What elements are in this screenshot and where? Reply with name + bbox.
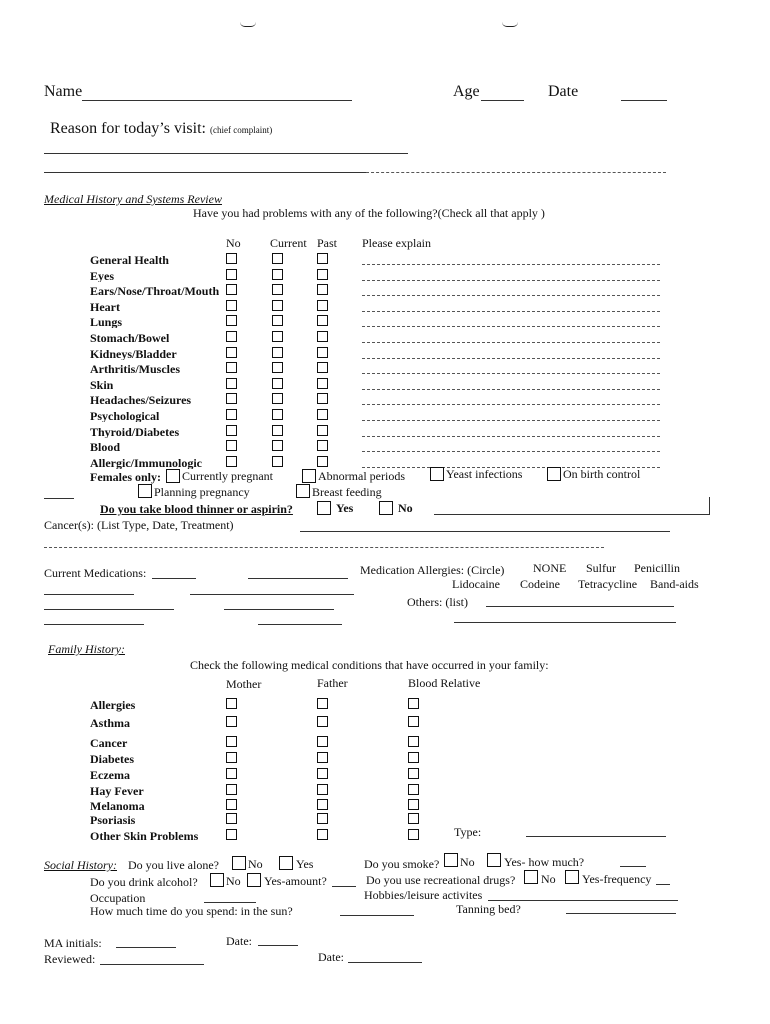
footer-date1-label: Date:	[226, 934, 252, 948]
kidneys-bladder-no-checkbox[interactable]	[226, 347, 237, 358]
blood-current-checkbox[interactable]	[272, 440, 283, 451]
abnormal-checkbox[interactable]	[302, 469, 316, 483]
meds-line-2[interactable]	[44, 594, 134, 595]
allergy-codeine[interactable]: Codeine	[520, 577, 560, 591]
arthritis-muscles-past-checkbox[interactable]	[317, 362, 328, 373]
medical-item-stomach-bowel: Stomach/Bowel	[90, 332, 170, 344]
ma-initials-line[interactable]	[116, 947, 176, 948]
planning-label: Planning pregnancy	[154, 485, 250, 499]
reason-line-1[interactable]	[44, 153, 408, 154]
medical-item-headaches-seizures: Headaches/Seizures	[90, 394, 192, 406]
smoke-no-checkbox[interactable]	[444, 853, 458, 867]
medical-item-eyes: Eyes	[90, 270, 114, 282]
general-health-current-checkbox[interactable]	[272, 253, 283, 264]
medical-item-blood: Blood	[90, 441, 121, 453]
hay-fever-father-checkbox[interactable]	[317, 784, 328, 795]
psychological-explain-line[interactable]	[362, 420, 660, 421]
allergy-sulfur[interactable]: Sulfur	[586, 561, 616, 575]
others-label: Others: (list)	[407, 595, 468, 609]
col-past: Past	[317, 236, 338, 250]
occupation-label: Occupation	[90, 891, 146, 905]
drugs-label: Do you use recreational drugs?	[366, 873, 516, 887]
diabetes-mother-checkbox[interactable]	[226, 752, 237, 763]
melanoma-relative-checkbox[interactable]	[408, 799, 419, 810]
smoke-label: Do you smoke?	[364, 857, 440, 871]
abnormal-label: Abnormal periods	[318, 469, 405, 483]
diabetes-father-checkbox[interactable]	[317, 752, 328, 763]
yeast-label: Yeast infections	[446, 467, 523, 481]
thinner-no-label: No	[398, 501, 413, 515]
blood-explain-line[interactable]	[362, 451, 660, 452]
reason-line-2b[interactable]	[366, 172, 666, 173]
drugs-no-checkbox[interactable]	[524, 870, 538, 884]
meds-line-1b[interactable]	[248, 578, 348, 579]
breast-feeding-checkbox[interactable]	[296, 484, 310, 498]
kidneys-bladder-current-checkbox[interactable]	[272, 347, 283, 358]
meds-line-4[interactable]	[44, 624, 144, 625]
age-label: Age	[453, 83, 480, 100]
medical-section-title: Medical History and Systems Review	[44, 192, 222, 206]
allergies-relative-checkbox[interactable]	[408, 698, 419, 709]
melanoma-father-checkbox[interactable]	[317, 799, 328, 810]
heart-explain-line[interactable]	[362, 311, 660, 312]
general-health-explain-line[interactable]	[362, 264, 660, 265]
thyroid-diabetes-past-checkbox[interactable]	[317, 425, 328, 436]
birth-control-checkbox[interactable]	[547, 467, 561, 481]
kidneys-bladder-explain-line[interactable]	[362, 358, 660, 359]
skin-explain-line[interactable]	[362, 389, 660, 390]
asthma-relative-checkbox[interactable]	[408, 716, 419, 727]
scan-mark-right	[502, 22, 518, 27]
family-item-asthma: Asthma	[90, 716, 131, 730]
medical-item-arthritis-muscles: Arthritis/Muscles	[90, 363, 180, 375]
eyes-explain-line[interactable]	[362, 280, 660, 281]
asthma-mother-checkbox[interactable]	[226, 716, 237, 727]
family-item-psoriasis: Psoriasis	[90, 813, 136, 827]
drugs-no: No	[541, 872, 556, 886]
cancer-label: Cancer(s): (List Type, Date, Treatment)	[44, 518, 234, 532]
tanning-label: Tanning bed?	[456, 902, 521, 916]
family-item-allergies: Allergies	[90, 698, 136, 712]
arthritis-muscles-no-checkbox[interactable]	[226, 362, 237, 373]
other-skin-problems-father-checkbox[interactable]	[317, 829, 328, 840]
reason-label: Reason for today’s visit: (chief complaint)	[50, 120, 273, 137]
hay-fever-relative-checkbox[interactable]	[408, 784, 419, 795]
hobbies-label: Hobbies/leisure activites	[364, 888, 483, 902]
hobbies-line[interactable]	[488, 900, 678, 901]
psychological-no-checkbox[interactable]	[226, 409, 237, 420]
med-allergies-label: Medication Allergies: (Circle)	[360, 563, 505, 577]
cancer-mother-checkbox[interactable]	[226, 736, 237, 747]
psychological-past-checkbox[interactable]	[317, 409, 328, 420]
thinner-line-end	[709, 497, 710, 514]
headaches-seizures-past-checkbox[interactable]	[317, 393, 328, 404]
meds-line-3[interactable]	[44, 609, 174, 610]
drugs-line[interactable]	[656, 884, 670, 885]
drugs-yes: Yes-frequency	[582, 872, 652, 886]
allergy-tetracycline[interactable]: Tetracycline	[578, 577, 638, 591]
live-alone-label: Do you live alone?	[128, 858, 219, 872]
family-instruction: Check the following medical conditions that have occurred in your family:	[190, 658, 549, 672]
col-current: Current	[270, 236, 307, 250]
melanoma-mother-checkbox[interactable]	[226, 799, 237, 810]
yeast-checkbox[interactable]	[430, 467, 444, 481]
blood-past-checkbox[interactable]	[317, 440, 328, 451]
current-meds-label: Current Medications:	[44, 566, 147, 580]
allergies-father-checkbox[interactable]	[317, 698, 328, 709]
family-item-eczema: Eczema	[90, 768, 130, 782]
medical-item-heart: Heart	[90, 301, 120, 313]
cancer-father-checkbox[interactable]	[317, 736, 328, 747]
name-label: Name	[44, 83, 83, 100]
allergy-none[interactable]: NONE	[533, 561, 567, 575]
pregnant-checkbox[interactable]	[166, 469, 180, 483]
age-field[interactable]	[481, 100, 524, 101]
thinner-no-checkbox[interactable]	[379, 501, 393, 515]
medical-item-ears-nose-throat-mouth: Ears/Nose/Throat/Mouth	[90, 285, 220, 297]
alcohol-line[interactable]	[332, 886, 356, 887]
headaches-seizures-no-checkbox[interactable]	[226, 393, 237, 404]
medical-item-lungs: Lungs	[90, 316, 123, 328]
birth-control-label: On birth control	[563, 467, 641, 481]
reason-hint: (chief complaint)	[209, 125, 273, 135]
thyroid-diabetes-explain-line[interactable]	[362, 436, 660, 437]
footer-date2-line[interactable]	[348, 962, 422, 963]
pregnant-label: Currently pregnant	[182, 469, 273, 483]
footer-date1-line[interactable]	[258, 945, 298, 946]
col-mother: Mother	[226, 677, 262, 691]
allergic-immunologic-current-checkbox[interactable]	[272, 456, 283, 467]
arthritis-muscles-explain-line[interactable]	[362, 373, 660, 374]
eyes-no-checkbox[interactable]	[226, 269, 237, 280]
smoke-yes: Yes- how much?	[504, 855, 585, 869]
occupation-line[interactable]	[204, 902, 256, 903]
alcohol-label: Do you drink alcohol?	[90, 875, 198, 889]
other-skin-problems-mother-checkbox[interactable]	[226, 829, 237, 840]
stomach-bowel-no-checkbox[interactable]	[226, 331, 237, 342]
social-section-title: Social History:	[44, 858, 117, 872]
thinner-yes-label: Yes	[336, 501, 354, 515]
live-alone-no-checkbox[interactable]	[232, 856, 246, 870]
psoriasis-father-checkbox[interactable]	[317, 813, 328, 824]
medical-item-thyroid-diabetes: Thyroid/Diabetes	[90, 426, 180, 438]
tanning-line[interactable]	[566, 913, 676, 914]
allergies-mother-checkbox[interactable]	[226, 698, 237, 709]
live-alone-yes-checkbox[interactable]	[279, 856, 293, 870]
others-line-2[interactable]	[454, 622, 676, 623]
medical-item-kidneys-bladder: Kidneys/Bladder	[90, 348, 177, 360]
thyroid-diabetes-no-checkbox[interactable]	[226, 425, 237, 436]
family-item-melanoma: Melanoma	[90, 799, 145, 813]
medical-instruction: Have you had problems with any of the following?(Check all that apply )	[193, 206, 545, 220]
lungs-current-checkbox[interactable]	[272, 315, 283, 326]
eyes-past-checkbox[interactable]	[317, 269, 328, 280]
eczema-relative-checkbox[interactable]	[408, 768, 419, 779]
sun-label: How much time do you spend: in the sun?	[90, 904, 293, 918]
live-alone-yes: Yes	[296, 857, 314, 871]
asthma-father-checkbox[interactable]	[317, 716, 328, 727]
col-explain: Please explain	[362, 236, 431, 250]
alcohol-yes: Yes-amount?	[264, 874, 327, 888]
females-line[interactable]	[44, 498, 74, 499]
thyroid-diabetes-current-checkbox[interactable]	[272, 425, 283, 436]
psoriasis-relative-checkbox[interactable]	[408, 813, 419, 824]
eczema-mother-checkbox[interactable]	[226, 768, 237, 779]
psychological-current-checkbox[interactable]	[272, 409, 283, 420]
diabetes-relative-checkbox[interactable]	[408, 752, 419, 763]
medical-item-psychological: Psychological	[90, 410, 160, 422]
allergic-immunologic-past-checkbox[interactable]	[317, 456, 328, 467]
eyes-current-checkbox[interactable]	[272, 269, 283, 280]
medical-item-general-health: General Health	[90, 254, 169, 266]
footer-date2-label: Date:	[318, 950, 344, 964]
alcohol-yes-checkbox[interactable]	[247, 873, 261, 887]
ears-nose-throat-mouth-explain-line[interactable]	[362, 295, 660, 296]
planning-checkbox[interactable]	[138, 484, 152, 498]
hay-fever-mother-checkbox[interactable]	[226, 784, 237, 795]
general-health-no-checkbox[interactable]	[226, 253, 237, 264]
stomach-bowel-past-checkbox[interactable]	[317, 331, 328, 342]
name-field[interactable]	[82, 100, 352, 101]
type-line[interactable]	[526, 836, 666, 837]
females-label: Females only:	[90, 470, 161, 484]
date-label: Date	[548, 83, 579, 100]
ears-nose-throat-mouth-no-checkbox[interactable]	[226, 284, 237, 295]
reason-line-2[interactable]	[44, 172, 366, 173]
headaches-seizures-explain-line[interactable]	[362, 404, 660, 405]
meds-line-4b[interactable]	[258, 624, 342, 625]
family-item-hay-fever: Hay Fever	[90, 784, 144, 798]
family-item-diabetes: Diabetes	[90, 752, 134, 766]
heart-past-checkbox[interactable]	[317, 300, 328, 311]
smoke-no: No	[460, 855, 475, 869]
medical-item-skin: Skin	[90, 379, 114, 391]
alcohol-no-checkbox[interactable]	[210, 873, 224, 887]
psoriasis-mother-checkbox[interactable]	[226, 813, 237, 824]
family-section-title: Family History:	[48, 642, 125, 656]
family-item-other-skin-problems: Other Skin Problems	[90, 829, 199, 843]
allergy-lidocaine[interactable]: Lidocaine	[452, 577, 500, 591]
lungs-explain-line[interactable]	[362, 326, 660, 327]
smoke-line[interactable]	[620, 866, 646, 867]
allergic-immunologic-no-checkbox[interactable]	[226, 456, 237, 467]
ma-initials-label: MA initials:	[44, 936, 102, 950]
ears-nose-throat-mouth-current-checkbox[interactable]	[272, 284, 283, 295]
scan-mark-left	[240, 22, 256, 27]
heart-no-checkbox[interactable]	[226, 300, 237, 311]
blood-no-checkbox[interactable]	[226, 440, 237, 451]
skin-past-checkbox[interactable]	[317, 378, 328, 389]
meds-line-1[interactable]	[152, 578, 196, 579]
smoke-yes-checkbox[interactable]	[487, 853, 501, 867]
cancer-line-2[interactable]	[44, 547, 604, 548]
lungs-past-checkbox[interactable]	[317, 315, 328, 326]
live-alone-no: No	[248, 857, 263, 871]
col-relative: Blood Relative	[408, 676, 481, 690]
eczema-father-checkbox[interactable]	[317, 768, 328, 779]
drugs-yes-checkbox[interactable]	[565, 870, 579, 884]
kidneys-bladder-past-checkbox[interactable]	[317, 347, 328, 358]
skin-no-checkbox[interactable]	[226, 378, 237, 389]
thinner-line[interactable]	[434, 514, 710, 515]
lungs-no-checkbox[interactable]	[226, 315, 237, 326]
date-field[interactable]	[621, 100, 667, 101]
reviewed-line[interactable]	[100, 964, 204, 965]
type-label: Type:	[454, 825, 482, 839]
meds-line-3b[interactable]	[224, 609, 334, 610]
col-no: No	[226, 236, 241, 250]
others-line-1[interactable]	[486, 606, 674, 607]
sun-line[interactable]	[340, 915, 414, 916]
alcohol-no: No	[226, 874, 241, 888]
meds-line-2b[interactable]	[190, 594, 354, 595]
thinner-yes-checkbox[interactable]	[317, 501, 331, 515]
medical-item-allergic-immunologic: Allergic/Immunologic	[90, 457, 202, 469]
blood-thinner-question: Do you take blood thinner or aspirin?	[100, 502, 293, 516]
general-health-past-checkbox[interactable]	[317, 253, 328, 264]
col-father: Father	[317, 676, 348, 690]
reviewed-label: Reviewed:	[44, 952, 96, 966]
family-item-cancer: Cancer	[90, 736, 128, 750]
allergy-penicillin[interactable]: Penicillin	[634, 561, 680, 575]
skin-current-checkbox[interactable]	[272, 378, 283, 389]
stomach-bowel-explain-line[interactable]	[362, 342, 660, 343]
heart-current-checkbox[interactable]	[272, 300, 283, 311]
ears-nose-throat-mouth-past-checkbox[interactable]	[317, 284, 328, 295]
allergy-bandaids[interactable]: Band-aids	[650, 577, 699, 591]
arthritis-muscles-current-checkbox[interactable]	[272, 362, 283, 373]
cancer-relative-checkbox[interactable]	[408, 736, 419, 747]
stomach-bowel-current-checkbox[interactable]	[272, 331, 283, 342]
cancer-line-1[interactable]	[300, 531, 670, 532]
breast-feeding-label: Breast feeding	[312, 485, 382, 499]
other-skin-problems-relative-checkbox[interactable]	[408, 829, 419, 840]
headaches-seizures-current-checkbox[interactable]	[272, 393, 283, 404]
